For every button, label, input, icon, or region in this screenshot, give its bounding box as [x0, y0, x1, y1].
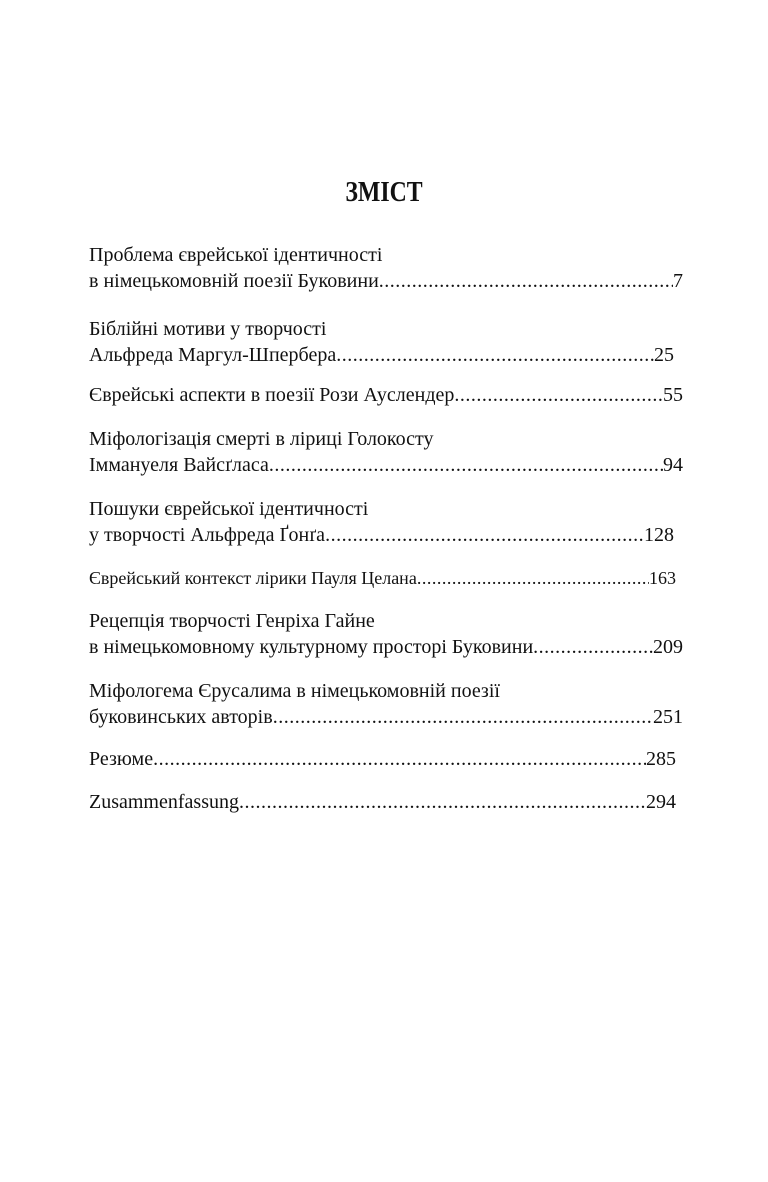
toc-entry-title: Проблема єврейської ідентичності — [89, 244, 383, 266]
toc-entry-title: буковинських авторів — [89, 706, 273, 728]
toc-entry-line — [89, 522, 674, 548]
toc-entry — [89, 789, 683, 815]
toc-entry-line — [89, 242, 683, 268]
toc-entry — [89, 746, 683, 772]
toc-entry-line — [89, 316, 683, 342]
toc-entry — [89, 496, 683, 548]
toc-entry-title: Єврейський контекст лірики Пауля Целана — [89, 568, 417, 588]
toc-entry-title: Біблійні мотиви у творчості — [89, 318, 327, 340]
toc-page-number: 251 — [653, 706, 683, 728]
toc-page-number: 94 — [663, 454, 683, 476]
toc-entry-title: Резюме — [89, 748, 154, 770]
toc-leader-dots — [533, 634, 653, 660]
toc-entry-line — [89, 678, 683, 704]
toc-leader-dots — [325, 522, 644, 548]
toc-entry-line — [89, 634, 683, 660]
toc-entry-title: Пошуки єврейської ідентичності — [89, 498, 369, 520]
toc-entry-line — [89, 704, 683, 730]
toc-entry-line — [89, 746, 676, 772]
toc-entry-title: у творчості Альфреда Ґонґа — [89, 524, 326, 546]
toc-entry-title: Єврейські аспекти в поезії Рози Ауслендер — [89, 384, 455, 406]
toc-entry-title: Альфреда Маргул-Шпербера — [89, 344, 337, 366]
toc-entry — [89, 316, 683, 368]
toc-entry-line — [89, 452, 683, 478]
toc-entry-title: Міфологема Єрусалима в німецькомовній поезії — [89, 680, 500, 702]
toc-page-number: 285 — [646, 748, 676, 770]
toc-entry — [89, 678, 683, 730]
toc-leader-dots — [379, 268, 673, 294]
toc-entry-title: в німецькомовній поезії Буковини — [89, 270, 379, 292]
toc-page-number: 55 — [663, 384, 683, 406]
toc-page-number: 294 — [646, 791, 676, 813]
toc-entry-line — [89, 608, 683, 634]
toc-entry — [89, 426, 683, 478]
toc-leader-dots — [336, 342, 654, 368]
toc-page-number: 25 — [654, 344, 674, 366]
toc-entry-line — [89, 382, 683, 408]
toc-entry — [89, 382, 683, 408]
toc-entry — [89, 608, 683, 660]
page-title: ЗМІСТ — [345, 176, 423, 208]
toc-entry-line — [89, 565, 676, 591]
toc-entry-title: Іммануеля Вайсґласа — [89, 454, 269, 476]
toc-leader-dots — [153, 746, 646, 772]
table-of-contents — [89, 242, 683, 815]
toc-entry-title: Міфологізація смерті в ліриці Голокосту — [89, 428, 434, 450]
toc-entry-line — [89, 496, 683, 522]
toc-entry-line — [89, 426, 683, 452]
toc-page-number: 128 — [644, 524, 674, 546]
toc-entry-title: Zusammenfassung — [89, 791, 239, 813]
toc-leader-dots — [269, 452, 663, 478]
toc-leader-dots — [273, 704, 653, 730]
toc-entry-title: Рецепція творчості Генріха Гайне — [89, 610, 375, 632]
toc-page-number: 209 — [653, 636, 683, 658]
toc-entry-line — [89, 789, 676, 815]
toc-entry-title: в німецькомовному культурному просторі Буковини — [89, 636, 534, 658]
toc-page-number: 163 — [649, 568, 676, 588]
toc-leader-dots — [239, 789, 646, 815]
toc-entry-line — [89, 342, 674, 368]
toc-leader-dots — [454, 382, 663, 408]
toc-page-number: 7 — [673, 270, 683, 292]
toc-entry — [89, 565, 683, 591]
toc-entry-line — [89, 268, 683, 294]
toc-entry — [89, 242, 683, 294]
toc-leader-dots — [417, 565, 649, 591]
